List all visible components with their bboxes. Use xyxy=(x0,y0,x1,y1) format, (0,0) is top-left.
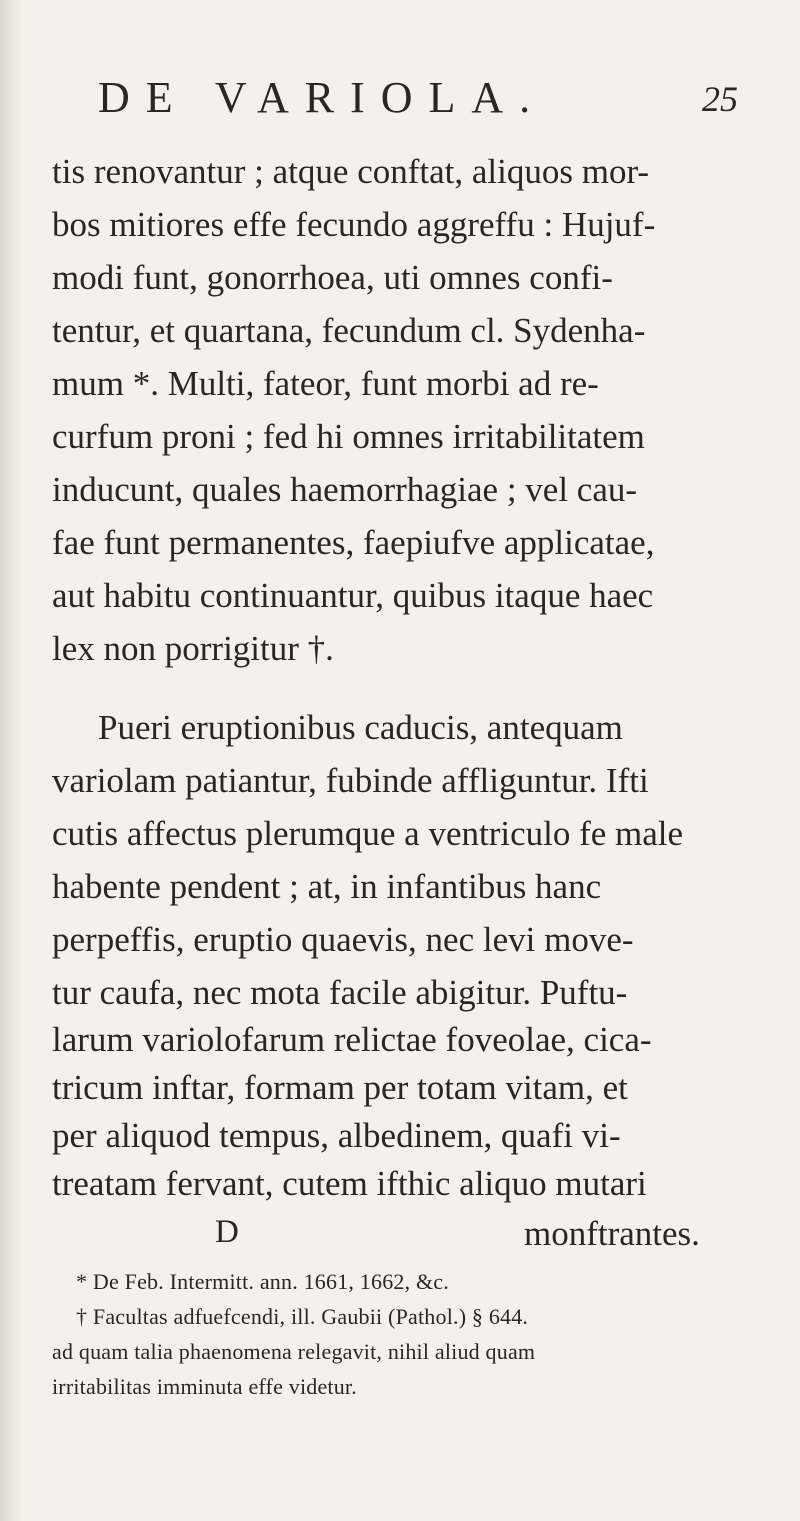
text-line: Pueri eruptionibus caducis, antequam xyxy=(98,708,623,747)
catchword: monftrantes. xyxy=(524,1214,700,1253)
page-gutter-shadow xyxy=(0,0,22,1521)
text-line: larum variolofarum relictae foveolae, cica- xyxy=(52,1020,652,1059)
page-number: 25 xyxy=(702,79,738,119)
text-line: tur caufa, nec mota facile abigitur. Puftu- xyxy=(52,973,628,1012)
text-line: tricum inftar, formam per totam vitam, et xyxy=(52,1068,628,1107)
text-line: inducunt, quales haemorrhagiae ; vel cau- xyxy=(52,470,638,509)
running-head xyxy=(98,72,738,122)
text-line: aut habitu continuantur, quibus itaque haec xyxy=(52,576,654,615)
footnote-line: † Facultas adfuefcendi, ill. Gaubii (Pathol.) § 644. xyxy=(76,1304,529,1329)
text-line: modi funt, gonorrhoea, uti omnes confi- xyxy=(52,258,613,297)
text-line: treatam fervant, cutem ifthic aliquo mutari xyxy=(52,1164,647,1203)
catchword-row xyxy=(0,1214,800,1254)
text-line: bos mitiores effe fecundo aggreffu : Hujuf- xyxy=(52,205,656,244)
text-line: fae funt permanentes, faepiufve applicatae, xyxy=(52,523,655,562)
text-line: perpeffis, eruptio quaevis, nec levi move- xyxy=(52,920,634,959)
text-line: per aliquod tempus, albedinem, quafi vi- xyxy=(52,1116,621,1155)
text-line: cutis affectus plerumque a ventriculo fe male xyxy=(52,814,684,853)
text-line: curfum proni ; fed hi omnes irritabilitatem xyxy=(52,417,645,456)
text-line: lex non porrigitur †. xyxy=(52,629,334,668)
footnote-line: irritabilitas imminuta effe videtur. xyxy=(52,1374,357,1399)
text-line: mum *. Multi, fateor, funt morbi ad re- xyxy=(52,364,599,403)
signature-mark: D xyxy=(215,1214,239,1250)
running-title: DE VARIOLA. xyxy=(98,73,547,122)
footnote-line: ad quam talia phaenomena relegavit, nihil aliud quam xyxy=(52,1339,536,1364)
text-line: variolam patiantur, fubinde affliguntur. Ifti xyxy=(52,761,649,800)
text-line: tis renovantur ; atque conftat, aliquos mor- xyxy=(52,152,650,191)
text-line: habente pendent ; at, in infantibus hanc xyxy=(52,867,602,906)
footnote-line: * De Feb. Intermitt. ann. 1661, 1662, &c. xyxy=(76,1269,449,1294)
text-line: tentur, et quartana, fecundum cl. Sydenha- xyxy=(52,311,646,350)
